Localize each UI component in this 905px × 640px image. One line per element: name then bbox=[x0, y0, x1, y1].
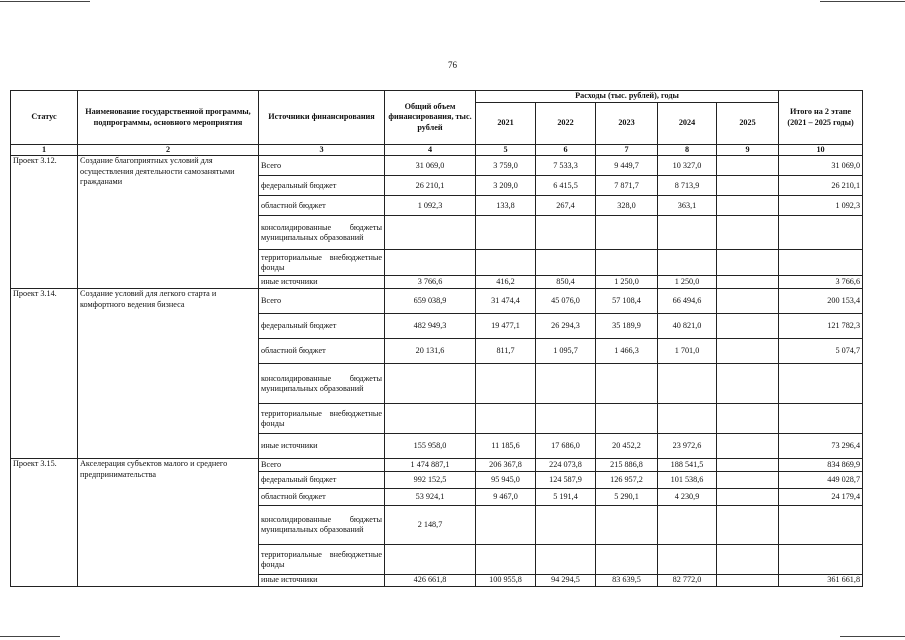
amount-y2024: 10 327,0 bbox=[658, 156, 717, 176]
amount-total: 2 148,7 bbox=[385, 506, 476, 545]
amount-y2025 bbox=[717, 434, 779, 459]
project-status: Проект 3.15. bbox=[11, 459, 78, 586]
amount-y2025 bbox=[717, 506, 779, 545]
amount-y2023: 20 452,2 bbox=[596, 434, 658, 459]
amount-y2023 bbox=[596, 250, 658, 276]
amount-stage bbox=[779, 250, 863, 276]
amount-y2023 bbox=[596, 216, 658, 250]
amount-y2021: 416,2 bbox=[476, 276, 536, 289]
amount-stage: 121 782,3 bbox=[779, 314, 863, 339]
amount-total bbox=[385, 216, 476, 250]
amount-stage bbox=[779, 545, 863, 575]
amount-y2025 bbox=[717, 489, 779, 506]
amount-y2025 bbox=[717, 404, 779, 434]
amount-y2024: 23 972,6 bbox=[658, 434, 717, 459]
amount-stage bbox=[779, 364, 863, 404]
project-status: Проект 3.12. bbox=[11, 156, 78, 289]
amount-y2023: 7 871,7 bbox=[596, 176, 658, 196]
column-number: 10 bbox=[779, 145, 863, 156]
amount-y2023 bbox=[596, 364, 658, 404]
amount-total: 31 069,0 bbox=[385, 156, 476, 176]
amount-y2022 bbox=[536, 364, 596, 404]
amount-y2023: 83 639,5 bbox=[596, 575, 658, 586]
table-row bbox=[11, 156, 863, 176]
amount-y2025 bbox=[717, 250, 779, 276]
header-year: 2022 bbox=[536, 103, 596, 145]
header-year: 2023 bbox=[596, 103, 658, 145]
amount-y2021: 95 945,0 bbox=[476, 472, 536, 489]
funding-source: консолидированные бюджеты муниципальных образований bbox=[259, 216, 385, 250]
funding-source: федеральный бюджет bbox=[259, 472, 385, 489]
amount-y2022: 7 533,3 bbox=[536, 156, 596, 176]
funding-source: территориальные внебюджетные фонды bbox=[259, 250, 385, 276]
amount-y2023: 1 250,0 bbox=[596, 276, 658, 289]
column-number-row bbox=[11, 145, 863, 156]
amount-y2025 bbox=[717, 339, 779, 364]
amount-stage bbox=[779, 506, 863, 545]
header-stage-total: Итого на 2 этапе (2021 – 2025 годы) bbox=[779, 91, 863, 145]
header-sources: Источники финансирования bbox=[259, 91, 385, 145]
column-number: 9 bbox=[717, 145, 779, 156]
amount-y2025 bbox=[717, 176, 779, 196]
amount-y2024: 8 713,9 bbox=[658, 176, 717, 196]
header-expenses: Расходы (тыс. рублей), годы bbox=[476, 91, 779, 103]
amount-y2021: 31 474,4 bbox=[476, 289, 536, 314]
amount-y2023: 215 886,8 bbox=[596, 459, 658, 472]
amount-y2022 bbox=[536, 545, 596, 575]
amount-total: 1 474 887,1 bbox=[385, 459, 476, 472]
funding-source: территориальные внебюджетные фонды bbox=[259, 404, 385, 434]
amount-stage: 24 179,4 bbox=[779, 489, 863, 506]
amount-y2025 bbox=[717, 156, 779, 176]
amount-y2024: 82 772,0 bbox=[658, 575, 717, 586]
amount-y2022 bbox=[536, 404, 596, 434]
amount-y2023: 126 957,2 bbox=[596, 472, 658, 489]
column-number: 8 bbox=[658, 145, 717, 156]
amount-total: 1 092,3 bbox=[385, 196, 476, 216]
header-total-volume: Общий объем финансирования, тыс. рублей bbox=[385, 91, 476, 145]
project-name: Акселерация субъектов малого и среднего предпринимательства bbox=[78, 459, 259, 586]
funding-source: Всего bbox=[259, 459, 385, 472]
amount-total: 992 152,5 bbox=[385, 472, 476, 489]
amount-stage: 5 074,7 bbox=[779, 339, 863, 364]
amount-y2021 bbox=[476, 404, 536, 434]
amount-stage: 200 153,4 bbox=[779, 289, 863, 314]
amount-total bbox=[385, 364, 476, 404]
amount-y2022: 850,4 bbox=[536, 276, 596, 289]
amount-y2021: 206 367,8 bbox=[476, 459, 536, 472]
amount-y2023: 9 449,7 bbox=[596, 156, 658, 176]
header-year: 2025 bbox=[717, 103, 779, 145]
amount-total bbox=[385, 250, 476, 276]
funding-source: областной бюджет bbox=[259, 489, 385, 506]
amount-total bbox=[385, 545, 476, 575]
funding-source: Всего bbox=[259, 289, 385, 314]
funding-source: федеральный бюджет bbox=[259, 176, 385, 196]
amount-y2022: 94 294,5 bbox=[536, 575, 596, 586]
amount-y2023 bbox=[596, 545, 658, 575]
amount-y2022: 5 191,4 bbox=[536, 489, 596, 506]
column-number: 6 bbox=[536, 145, 596, 156]
amount-total: 426 661,8 bbox=[385, 575, 476, 586]
amount-y2025 bbox=[717, 459, 779, 472]
amount-stage: 73 296,4 bbox=[779, 434, 863, 459]
amount-total: 155 958,0 bbox=[385, 434, 476, 459]
amount-y2024: 1 250,0 bbox=[658, 276, 717, 289]
amount-stage: 26 210,1 bbox=[779, 176, 863, 196]
funding-source: территориальные внебюджетные фонды bbox=[259, 545, 385, 575]
amount-y2023 bbox=[596, 404, 658, 434]
amount-y2024: 4 230,9 bbox=[658, 489, 717, 506]
amount-total: 26 210,1 bbox=[385, 176, 476, 196]
amount-y2021: 3 209,0 bbox=[476, 176, 536, 196]
scan-edge-top bbox=[0, 1, 90, 2]
page-number: 76 bbox=[448, 60, 457, 70]
amount-y2024 bbox=[658, 545, 717, 575]
amount-y2025 bbox=[717, 472, 779, 489]
funding-source: иные источники bbox=[259, 575, 385, 586]
amount-y2022 bbox=[536, 506, 596, 545]
amount-y2022: 6 415,5 bbox=[536, 176, 596, 196]
amount-y2021 bbox=[476, 364, 536, 404]
amount-y2022: 45 076,0 bbox=[536, 289, 596, 314]
amount-y2024 bbox=[658, 216, 717, 250]
header-year: 2021 bbox=[476, 103, 536, 145]
funding-source: иные источники bbox=[259, 434, 385, 459]
amount-stage: 1 092,3 bbox=[779, 196, 863, 216]
amount-total: 53 924,1 bbox=[385, 489, 476, 506]
amount-total: 482 949,3 bbox=[385, 314, 476, 339]
header-name: Наименование государственной программы, подпрограммы, основного мероприятия bbox=[78, 91, 259, 145]
amount-y2025 bbox=[717, 196, 779, 216]
amount-y2021: 811,7 bbox=[476, 339, 536, 364]
amount-y2022: 26 294,3 bbox=[536, 314, 596, 339]
amount-y2023 bbox=[596, 506, 658, 545]
amount-y2024 bbox=[658, 364, 717, 404]
amount-y2022: 224 073,8 bbox=[536, 459, 596, 472]
amount-stage: 3 766,6 bbox=[779, 276, 863, 289]
amount-y2022: 124 587,9 bbox=[536, 472, 596, 489]
project-status: Проект 3.14. bbox=[11, 289, 78, 459]
header-year: 2024 bbox=[658, 103, 717, 145]
amount-y2025 bbox=[717, 276, 779, 289]
amount-y2024: 40 821,0 bbox=[658, 314, 717, 339]
amount-total: 20 131,6 bbox=[385, 339, 476, 364]
amount-y2022: 17 686,0 bbox=[536, 434, 596, 459]
column-number: 2 bbox=[78, 145, 259, 156]
amount-y2021 bbox=[476, 506, 536, 545]
table-row bbox=[11, 289, 863, 314]
amount-y2025 bbox=[717, 314, 779, 339]
amount-y2022 bbox=[536, 216, 596, 250]
funding-source: Всего bbox=[259, 156, 385, 176]
amount-y2024 bbox=[658, 250, 717, 276]
scan-edge-bottom bbox=[0, 636, 60, 637]
project-name: Создание условий для легкого старта и комфортного ведения бизнеса bbox=[78, 289, 259, 459]
project-name: Создание благоприятных условий для осуществления деятельности самозанятыми гражданами bbox=[78, 156, 259, 289]
amount-y2021: 3 759,0 bbox=[476, 156, 536, 176]
amount-y2021: 133,8 bbox=[476, 196, 536, 216]
amount-y2021: 100 955,8 bbox=[476, 575, 536, 586]
funding-source: областной бюджет bbox=[259, 339, 385, 364]
amount-y2021: 19 477,1 bbox=[476, 314, 536, 339]
amount-y2024 bbox=[658, 404, 717, 434]
column-number: 7 bbox=[596, 145, 658, 156]
amount-y2024: 66 494,6 bbox=[658, 289, 717, 314]
amount-y2025 bbox=[717, 575, 779, 586]
table-body bbox=[11, 156, 863, 586]
funding-source: иные источники bbox=[259, 276, 385, 289]
amount-y2023: 5 290,1 bbox=[596, 489, 658, 506]
amount-y2021 bbox=[476, 216, 536, 250]
amount-y2023: 328,0 bbox=[596, 196, 658, 216]
amount-y2025 bbox=[717, 364, 779, 404]
amount-stage bbox=[779, 216, 863, 250]
amount-y2023: 35 189,9 bbox=[596, 314, 658, 339]
scan-edge-bottom-right bbox=[840, 636, 905, 637]
funding-source: федеральный бюджет bbox=[259, 314, 385, 339]
amount-stage: 31 069,0 bbox=[779, 156, 863, 176]
amount-y2024: 101 538,6 bbox=[658, 472, 717, 489]
amount-y2021 bbox=[476, 250, 536, 276]
amount-stage: 449 028,7 bbox=[779, 472, 863, 489]
table-row bbox=[11, 459, 863, 472]
amount-stage bbox=[779, 404, 863, 434]
amount-y2025 bbox=[717, 216, 779, 250]
amount-total: 659 038,9 bbox=[385, 289, 476, 314]
funding-source: консолидированные бюджеты муниципальных образований bbox=[259, 364, 385, 404]
financing-table bbox=[10, 90, 863, 587]
funding-source: консолидированные бюджеты муниципальных образований bbox=[259, 506, 385, 545]
amount-y2022: 267,4 bbox=[536, 196, 596, 216]
amount-y2024: 1 701,0 bbox=[658, 339, 717, 364]
funding-source: областной бюджет bbox=[259, 196, 385, 216]
amount-y2022: 1 095,7 bbox=[536, 339, 596, 364]
amount-y2024 bbox=[658, 506, 717, 545]
amount-y2024: 188 541,5 bbox=[658, 459, 717, 472]
amount-y2024: 363,1 bbox=[658, 196, 717, 216]
amount-y2025 bbox=[717, 289, 779, 314]
column-number: 1 bbox=[11, 145, 78, 156]
amount-stage: 361 661,8 bbox=[779, 575, 863, 586]
column-number: 5 bbox=[476, 145, 536, 156]
amount-y2023: 57 108,4 bbox=[596, 289, 658, 314]
header-status: Статус bbox=[11, 91, 78, 145]
column-number: 3 bbox=[259, 145, 385, 156]
amount-total: 3 766,6 bbox=[385, 276, 476, 289]
amount-y2023: 1 466,3 bbox=[596, 339, 658, 364]
scan-edge-top-right bbox=[820, 1, 905, 2]
amount-total bbox=[385, 404, 476, 434]
amount-y2021 bbox=[476, 545, 536, 575]
amount-stage: 834 869,9 bbox=[779, 459, 863, 472]
amount-y2021: 11 185,6 bbox=[476, 434, 536, 459]
amount-y2021: 9 467,0 bbox=[476, 489, 536, 506]
amount-y2025 bbox=[717, 545, 779, 575]
column-number: 4 bbox=[385, 145, 476, 156]
amount-y2022 bbox=[536, 250, 596, 276]
